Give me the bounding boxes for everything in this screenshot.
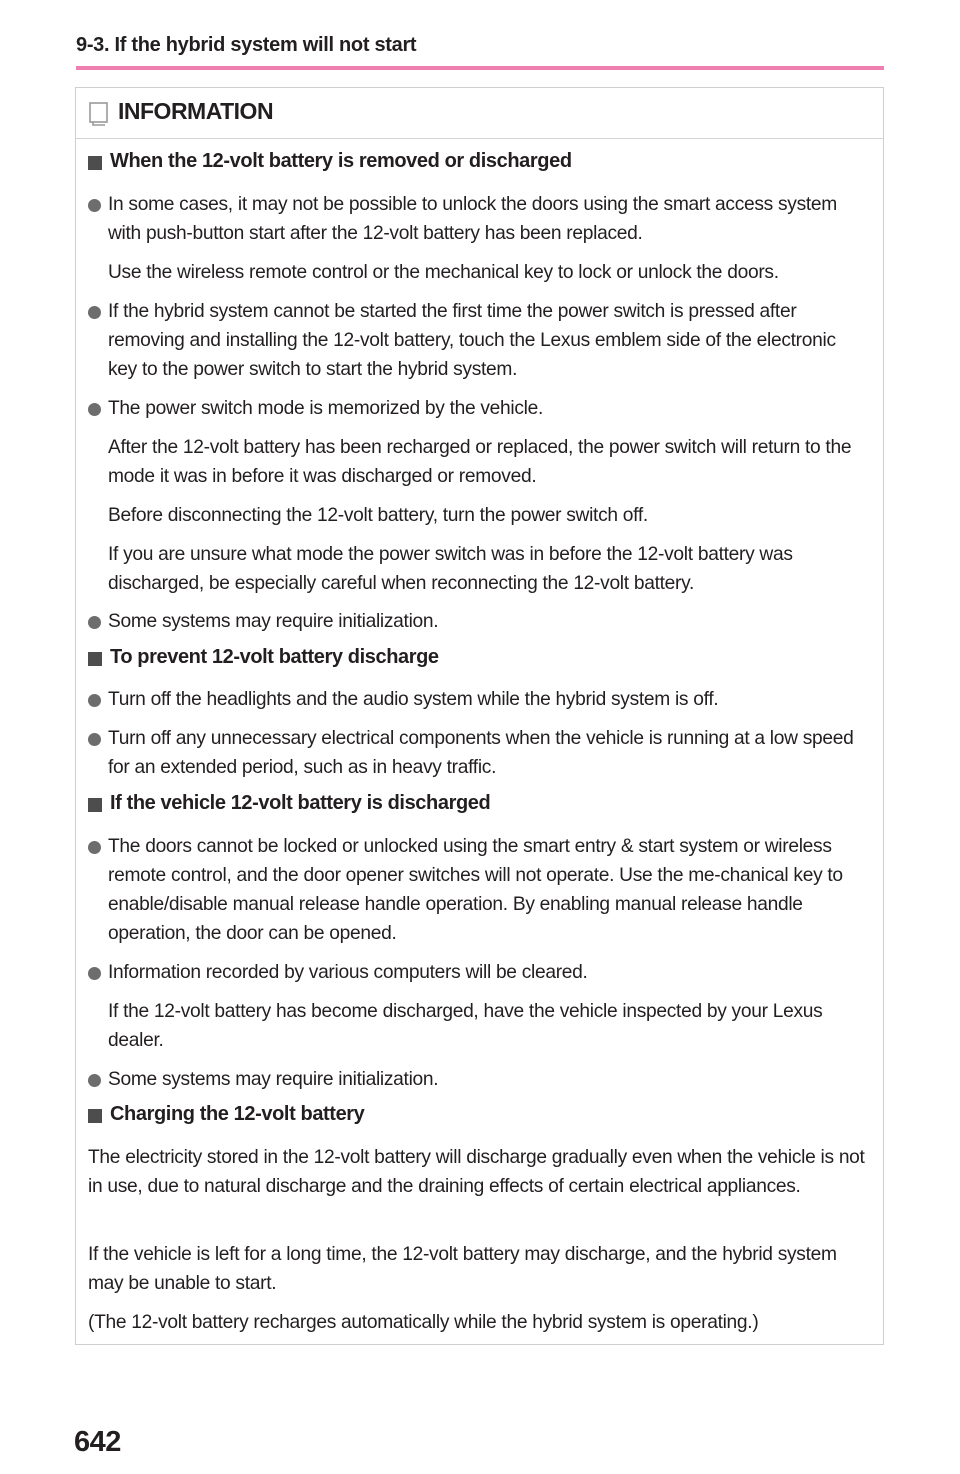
page-number: 642: [74, 1426, 121, 1458]
bullet-text: The power switch mode is memorized by the vehicle.: [108, 398, 544, 419]
bullet-follow-text: Before disconnecting the 12-volt battery, turn the power switch off.: [108, 505, 648, 526]
bullet-icon: [88, 841, 101, 854]
bullet-text: In some cases, it may not be possible to unlock the doors using the smart access system with push-button start after the 12-volt battery has been replaced.: [108, 194, 837, 244]
information-header: [76, 88, 883, 139]
bullet-text: Information recorded by various computers will be cleared.: [108, 962, 588, 983]
heading-text: To prevent 12-volt battery discharge: [110, 646, 439, 668]
heading-square-icon: [88, 798, 102, 812]
bullet-icon: [88, 199, 101, 212]
heading-text: If the vehicle 12-volt battery is discharged: [110, 792, 491, 814]
section-title: 9-3. If the hybrid system will not start: [76, 34, 417, 56]
bullet-follow-text: Use the wireless remote control or the mechanical key to lock or unlock the doors.: [108, 262, 779, 283]
bullet-icon: [88, 616, 101, 629]
body-paragraph: If the vehicle is left for a long time, the 12-volt battery may discharge, and the hybrid system may be unable to start.: [88, 1244, 837, 1294]
heading-square-icon: [88, 652, 102, 666]
bullet-icon: [88, 1074, 101, 1087]
bullet-follow-text: After the 12-volt battery has been recharged or replaced, the power switch will return to the mode it was in before it was discharged or removed.: [108, 437, 852, 487]
heading-text: When the 12-volt battery is removed or discharged: [110, 150, 572, 172]
bullet-text: If the hybrid system cannot be started the first time the power switch is pressed after removing and installing the 12-volt battery, touch the Lexus emblem side of the electronic key to the power switch to start the hybrid system.: [108, 301, 836, 380]
bullet-icon: [88, 403, 101, 416]
body-paragraph: The electricity stored in the 12-volt battery will discharge gradually even when the vehicle is not in use, due to natural discharge and the draining effects of certain electrical appliances.: [88, 1147, 865, 1197]
bullet-icon: [88, 694, 101, 707]
bullet-icon: [88, 967, 101, 980]
bullet-text: Some systems may require initialization.: [108, 1069, 439, 1090]
body-paragraph: (The 12-volt battery recharges automatically while the hybrid system is operating.): [88, 1312, 759, 1333]
information-title: INFORMATION: [118, 98, 274, 124]
bullet-text: Turn off any unnecessary electrical components when the vehicle is running at a low speed for an extended period, such as in heavy traffic.: [108, 728, 854, 778]
note-icon: [88, 102, 110, 126]
information-box: [75, 87, 884, 1345]
section-header: [76, 30, 884, 70]
bullet-text: The doors cannot be locked or unlocked using the smart entry & start system or wireless remote control, and the door opener switches will not operate. Use the me-chanical key to enable/disable manual release handle operation. By enabling manual release handle operation, the door can be opened.: [108, 836, 843, 944]
bullet-icon: [88, 306, 101, 319]
bullet-follow-text: If the 12-volt battery has become discharged, have the vehicle inspected by your Lexus dealer.: [108, 1001, 823, 1051]
bullet-icon: [88, 733, 101, 746]
bullet-text: Turn off the headlights and the audio system while the hybrid system is off.: [108, 689, 719, 710]
heading-text: Charging the 12-volt battery: [110, 1103, 365, 1125]
bullet-text: Some systems may require initialization.: [108, 611, 439, 632]
heading-square-icon: [88, 156, 102, 170]
heading-square-icon: [88, 1109, 102, 1123]
bullet-follow-text: If you are unsure what mode the power switch was in before the 12-volt battery was discharged, be especially careful when reconnecting the 12-volt battery.: [108, 544, 793, 594]
